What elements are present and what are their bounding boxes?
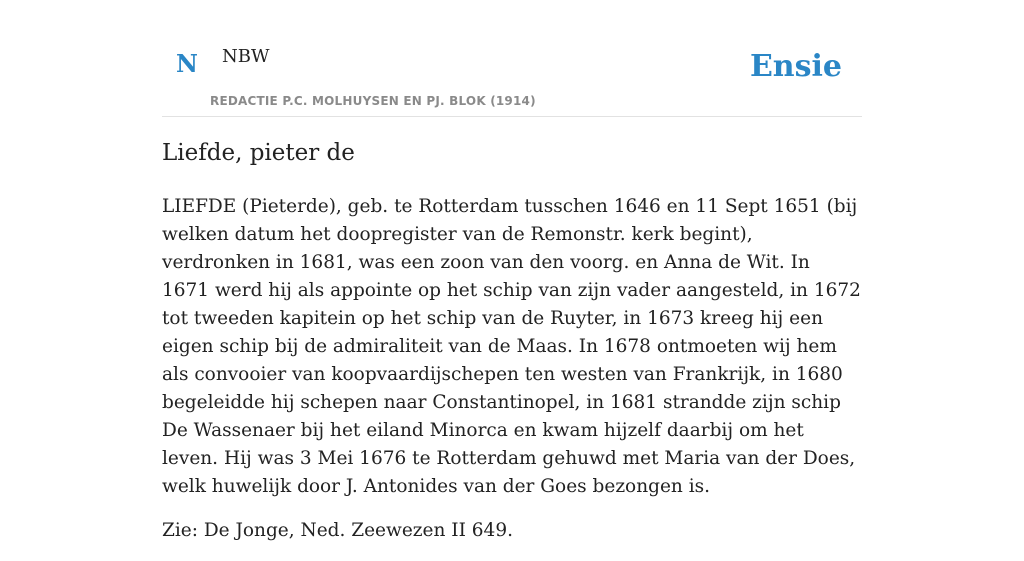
- source-header: [162, 0, 862, 117]
- source-editors: REDACTIE P.C. MOLHUYSEN EN PJ. BLOK (1914): [210, 94, 536, 108]
- article-body: [162, 193, 862, 561]
- source-logo[interactable]: N: [176, 49, 198, 78]
- article-title: Liefde, pieter de: [162, 140, 355, 166]
- ensie-logo-link[interactable]: Ensie: [749, 49, 842, 84]
- article-reference: Zie: De Jonge, Ned. Zeewezen II 649.: [162, 520, 513, 541]
- source-name[interactable]: NBW: [222, 46, 270, 67]
- article-paragraph: LIEFDE (Pieterde), geb. te Rotterdam tusschen 1646 en 11 Sept 1651 (bij welken datum het doopregister van de Remonstr. kerk begint), verdronken in 1681, was een zoon van den voorg. en Anna de Wit. In 1671 werd hij als appointe op het schip van zijn vader aangesteld, in 1672 tot tweeden kapitein op het schip van de Ruyter, in 1673 kreeg hij een eigen schip bij de admiraliteit van de Maas. In 1678 ontmoeten wij hem als convooier van koopvaardijschepen ten westen van Frankrijk, in 1680 begeleidde hij schepen naar Constantinopel, in 1681 strandde zijn schip De Wassenaer bij het eiland Minorca en kwam hijzelf daarbij om het leven. Hij was 3 Mei 1676 te Rotterdam gehuwd met Maria van der Does, welk huwelijk door J. Antonides van der Goes bezongen is.: [162, 196, 861, 497]
